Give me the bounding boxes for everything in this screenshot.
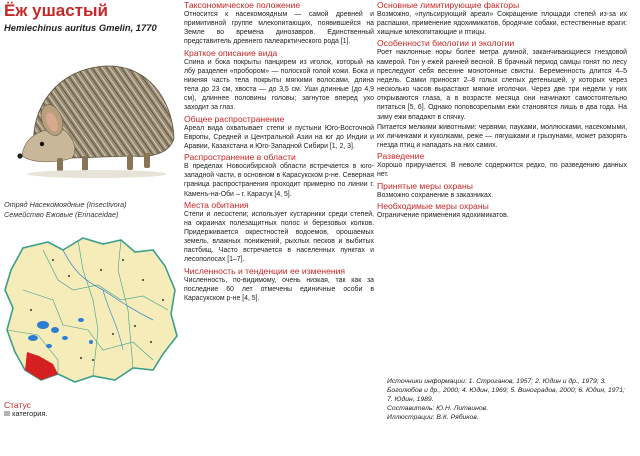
section-heading: Места обитания bbox=[184, 199, 249, 210]
taxonomy-block bbox=[4, 200, 127, 220]
section-regional-range bbox=[184, 152, 374, 199]
sources-block bbox=[377, 378, 625, 423]
status-heading: Статус bbox=[4, 400, 31, 410]
right-column bbox=[377, 0, 627, 221]
section-text: Относится к насекомоядным — самой древней и примитивной группе млекопитающих, появившейся на Земле во времена динозавров. Единственный представитель древнего палеарктического рода [1]. bbox=[184, 11, 374, 46]
middle-column bbox=[184, 0, 374, 304]
section-text: Роет наклонные норы более метра длиной, заканчивающиеся гнездовой камерой. Гон у ежей ранней весной. В брачный период самцы гонят по лесу преследуют себя весенне монотонные свисты. Беременность длится 4–5 недель. Самки приносят 2–8 голых слепых детенышей, у которых через несколько часов вырастают мягкие иголочки. Через две три недели у них открываются глаза, а в возрасте месяца они начинают самостоятельно питаться [5, 6]. Однако поповозрелыми ежи становятся лишь в два года. На зиму ежи впадают в спячку. bbox=[377, 49, 627, 121]
status-value: III категория. bbox=[4, 409, 48, 418]
section-text: Ограничение применения ядохимикатов. bbox=[377, 211, 509, 219]
section-text: Возможно сохранение в заказниках. bbox=[377, 191, 494, 199]
section-text-diet: Питается мелкими животными: червями, пауками, моллюсками, насекомыми, их личинками и куколками, реже — лягушками и грызунами, может разорять гнезда птиц и нападать на них самих. bbox=[377, 123, 627, 150]
taxonomy-family: Семейство Ежовые (Erinaceidae) bbox=[4, 210, 119, 219]
section-general-range bbox=[184, 114, 374, 151]
section-heading: Необходимые меры охраны bbox=[377, 200, 489, 211]
section-heading: Основные лимитирующие факторы bbox=[377, 0, 520, 10]
latin-name: Hemiechinus auritus Gmelin, 1770 bbox=[4, 22, 157, 33]
section-text: Хорошо приручается. В неволе содержится редко, по разведению данных нет. bbox=[377, 162, 627, 179]
section-heading: Общее распространение bbox=[184, 113, 285, 124]
sources-compiler: Составитель: Ю.Н. Литвинов. bbox=[387, 404, 489, 412]
section-heading: Численность и тенденции ее изменения bbox=[184, 265, 346, 276]
section-habitat bbox=[184, 200, 374, 265]
section-population bbox=[184, 266, 374, 303]
section-description bbox=[184, 48, 374, 113]
section-heading: Краткое описание вида bbox=[184, 47, 278, 58]
taxonomy-order: Отряд Насекомоядные (Insectivora) bbox=[4, 200, 127, 209]
section-measures-taken bbox=[377, 181, 627, 200]
section-text: Численность, по-видимому, очень низкая, так как за последние 60 лет отмечены единичные особи в Карасукском р-не [4, 5]. bbox=[184, 276, 374, 302]
left-column bbox=[0, 0, 183, 456]
section-heading: Особенности биологии и экологии bbox=[377, 38, 515, 49]
section-heading: Распространение в области bbox=[184, 152, 296, 163]
sources-list: Источники информации: 1. Строганов, 1957; 2. Юдин и др., 1979; 3. Боголюбов и др., 2000; 4. Юдин, 1969; 5. Виноградов, 2000; 6. Юдин, 1971; 7. Юдин, 1989. bbox=[387, 378, 625, 403]
hedgehog-illustration bbox=[12, 38, 177, 188]
section-text: В пределах Новосибирской области встречается в юго-западной части, в основном в Карасукском р-не. Северная граница распространения проходит примерно по линии г. Каменъ-на-Оби – г. Карасук [4, 5]. bbox=[184, 163, 374, 198]
section-measures-needed bbox=[377, 201, 627, 220]
species-title: Ёж ушастый bbox=[4, 1, 108, 20]
section-heading: Принятые меры охраны bbox=[377, 180, 473, 191]
sources-illustrator: Иллюстрации: В.К. Рябиков. bbox=[387, 413, 479, 421]
section-text: Степи и лесостепи; использует кустарники среди степей, на окраинах полезащитных полос и березовых колков. Придерживается окрестностей водоемов, орошаемых земель, влажных понижений, рыхлых песков и выбитых пастбищ. Часто встречается в населенных пунктах и лесополосах [1–7]. bbox=[184, 210, 374, 264]
section-heading: Разведение bbox=[377, 151, 425, 162]
distribution-map bbox=[3, 230, 181, 390]
section-heading: Таксономическое положение bbox=[184, 0, 301, 10]
section-taxonomy bbox=[184, 0, 374, 47]
section-text: Ареал вида охватывает степи и пустыни Юго-Восточной Европы, Средней и Центральной Азии на юг до Индии и Аравии, Казахстана и Юго-Западной Сибири [1, 2, 3]. bbox=[184, 124, 374, 150]
section-breeding bbox=[377, 151, 627, 179]
section-biology bbox=[377, 38, 627, 150]
section-limiting-factors bbox=[377, 0, 627, 37]
section-text: Спина и бока покрыты панцирем из иголок, который на лбу разделен «пробором» — полоской голой кожи. Бока и нижняя часть тела покрыты мягкими волосами, длина тела до 23 см, хвоста — до 3,5 см. Уши длинные (до 4,9 см), длиннее половины головы; загнутое вперед ухо заходит за глаз. bbox=[184, 58, 374, 112]
section-text: Возможно, «пульсирующий ареал» Сокращение площади степей из-за их распашки, применение ядохимикатов, бродячие собаки, естественные враги: хищные млекопитающие и птицы. bbox=[377, 11, 627, 37]
